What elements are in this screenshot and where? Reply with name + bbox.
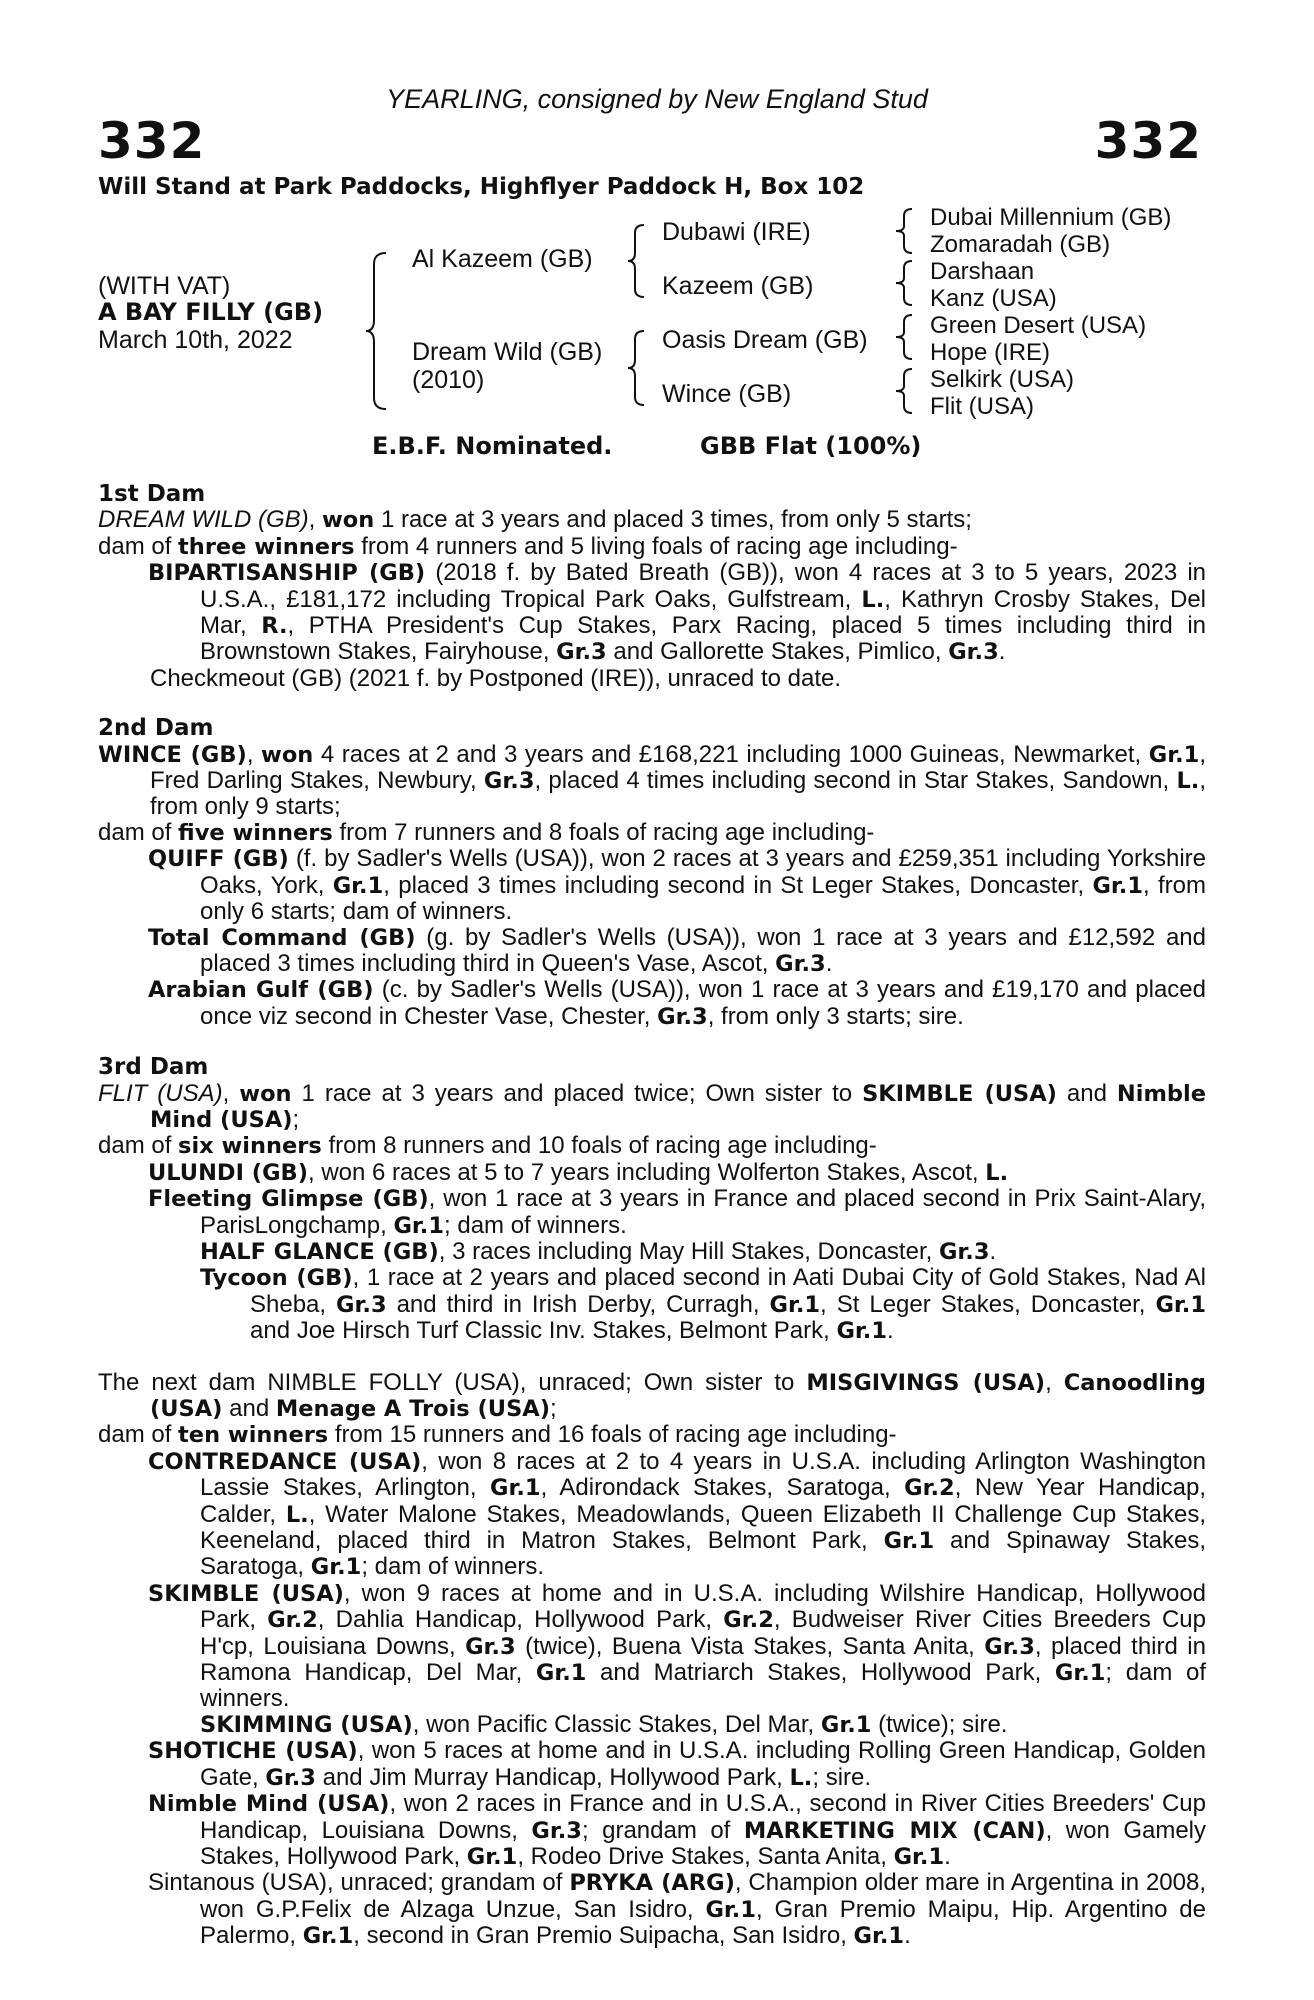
produce-tycoon: Tycoon (GB), 1 race at 2 years and placed second in Aati Dubai City of Gold Stakes, Nad Al Sheba, Gr.3 and third in Irish Derby, Curragh, Gr.1, St Leger Stakes, Doncaster, Gr.1 and Joe Hirsch Turf Classic Inv. Stakes, Belmont Park, Gr.1.: [200, 1264, 1206, 1345]
pedigree-g2: Zomaradah (GB): [930, 231, 1111, 258]
pedigree-sire-dam: Kazeem (GB): [662, 272, 814, 300]
second-dam-heading: 2nd Dam: [98, 715, 214, 742]
third-dam-heading: 3rd Dam: [98, 1054, 209, 1081]
pedigree-dam-dam: Wince (GB): [662, 380, 792, 408]
vat-label: (WITH VAT): [98, 272, 231, 300]
produce-skimming: SKIMMING (USA), won Pacific Classic Stakes, Del Mar, Gr.1 (twice); sire.: [200, 1710, 1008, 1738]
stabling-line: Will Stand at Park Paddocks, Highflyer Paddock H, Box 102: [98, 174, 865, 200]
first-dam-summary: dam of three winners from 4 runners and 5 living foals of racing age including-: [98, 532, 958, 560]
produce-skimble: SKIMBLE (USA), won 9 races at home and in U.S.A. including Wilshire Handicap, Hollywood Park, Gr.2, Dahlia Handicap, Hollywood Park, Gr.2, Budweiser River Cities Breeders Cup H'cp, Louisiana Downs, Gr.3 (twice), Buena Vista Stakes, Santa Anita, Gr.3, placed third in Ramona Handicap, Del Mar, Gr.1 and Matriarch Stakes, Hollywood Park, Gr.1; dam of winners.: [148, 1579, 1207, 1713]
third-dam-summary: dam of six winners from 8 runners and 10 foals of racing age including-: [98, 1132, 877, 1160]
pedigree-g5: Green Desert (USA): [930, 312, 1147, 339]
second-dam-summary: dam of five winners from 7 runners and 8 foals of racing age including-: [98, 818, 875, 846]
produce-half-glance: HALF GLANCE (GB), 3 races including May Hill Stakes, Doncaster, Gr.3.: [200, 1237, 997, 1265]
pedigree-sire: Al Kazeem (GB): [412, 245, 593, 273]
first-dam-heading: 1st Dam: [98, 481, 206, 507]
produce-ulundi: ULUNDI (GB), won 6 races at 5 to 7 years including Wolferton Stakes, Ascot, L.: [148, 1158, 1009, 1186]
gbb-nomination: GBB Flat (100%): [700, 432, 922, 460]
pedigree-dam-sire: Oasis Dream (GB): [662, 326, 868, 354]
next-dam-summary: dam of ten winners from 15 runners and 16 foals of racing age including-: [98, 1421, 897, 1449]
second-dam-record: WINCE (GB), won 4 races at 2 and 3 years and £168,221 including 1000 Guineas, Newmarket, Gr.1, Fred Darling Stakes, Newbury, Gr.3, placed 4 times including second in Star Stakes, Sandown, L., from only 9 starts;: [98, 740, 1207, 821]
pedigree-brace-main: [364, 250, 390, 412]
consignment-line: YEARLING, consigned by New England Stud: [386, 84, 928, 114]
pedigree-g7: Selkirk (USA): [930, 366, 1075, 393]
pedigree-g8: Flit (USA): [930, 393, 1034, 420]
produce-record: [98, 482, 1206, 1950]
produce-contredance: CONTREDANCE (USA), won 8 races at 2 to 4 years in U.S.A. including Arlington Washington Lassie Stakes, Arlington, Gr.1, Adirondack Stakes, Saratoga, Gr.2, New Year Handicap, Calder, L., Water Malone Stakes, Meadowlands, Queen Elizabeth II Challenge Cup Stakes, Keeneland, placed third in Matron Stakes, Belmont Park, Gr.1 and Spinaway Stakes, Saratoga, Gr.1; dam of winners.: [148, 1447, 1207, 1581]
produce-quiff: QUIFF (GB) (f. by Sadler's Wells (USA)), won 2 races at 3 years and £259,351 including Yorkshire Oaks, York, Gr.1, placed 3 times including second in St Leger Stakes, Doncaster, Gr.1, from only 6 starts; dam of winners.: [148, 845, 1206, 926]
pedigree-sire-sire: Dubawi (IRE): [662, 218, 811, 246]
produce-bipartisanship: BIPARTISANSHIP (GB) (2018 f. by Bated Breath (GB)), won 4 races at 3 to 5 years, 2023 in U.S.A., £181,172 including Tropical Park Oaks, Gulfstream, L., Kathryn Crosby Stakes, Del Mar, R., PTHA President's Cup Stakes, Parx Racing, placed 5 times including third in Brownstown Stakes, Fairyhouse, Gr.3 and Gallorette Stakes, Pimlico, Gr.3.: [148, 559, 1207, 666]
pedigree-g4: Kanz (USA): [930, 285, 1057, 312]
pedigree-dam: Dream Wild (GB): [412, 338, 603, 366]
pedigree-g1: Dubai Millennium (GB): [930, 204, 1172, 231]
produce-sintanous: Sintanous (USA), unraced; grandam of PRYKA (ARG), Champion older mare in Argentina in 2008, won G.P.Felix de Alzaga Unzue, San Isidro, Gr.1, Gran Premio Maipu, Hip. Argentino de Palermo, Gr.1, second in Gran Premio Suipacha, San Isidro, Gr.1.: [148, 1869, 1207, 1950]
pedigree-brace-g3: [894, 312, 916, 362]
produce-arabian-gulf: Arabian Gulf (GB) (c. by Sadler's Wells (USA)), won 1 race at 3 years and £19,170 and placed once viz second in Chester Vase, Chester, Gr.3, from only 3 starts; sire.: [148, 976, 1206, 1030]
pedigree-brace-g4: [894, 366, 916, 416]
lot-number-left: 332: [98, 112, 206, 170]
produce-checkmeout: Checkmeout (GB) (2021 f. by Postponed (IRE)), unraced to date.: [150, 664, 842, 692]
pedigree-g6: Hope (IRE): [930, 339, 1051, 366]
pedigree-dam-year: (2010): [412, 366, 485, 394]
next-dam-record: The next dam NIMBLE FOLLY (USA), unraced; Own sister to MISGIVINGS (USA), Canoodling (USA) and Menage A Trois (USA);: [98, 1368, 1206, 1422]
first-dam-record: DREAM WILD (GB), won 1 race at 3 years and placed 3 times, from only 5 starts;: [98, 506, 972, 534]
pedigree-g3: Darshaan: [930, 258, 1035, 285]
produce-shotiche: SHOTICHE (USA), won 5 races at home and in U.S.A. including Rolling Green Handicap, Golden Gate, Gr.3 and Jim Murray Handicap, Hollywood Park, L.; sire.: [148, 1737, 1207, 1791]
pedigree-brace-g1: [894, 206, 916, 256]
lot-number-right: 332: [1094, 112, 1202, 170]
pedigree-brace-g2: [894, 258, 916, 308]
ebf-nomination: E.B.F. Nominated.: [372, 432, 613, 460]
pedigree-brace-sire: [626, 222, 648, 300]
produce-nimble-mind: Nimble Mind (USA), won 2 races in France and in U.S.A., second in River Cities Breeders' Cup Handicap, Louisiana Downs, Gr.3; grandam of MARKETING MIX (CAN), won Gamely Stakes, Hollywood Park, Gr.1, Rodeo Drive Stakes, Santa Anita, Gr.1.: [148, 1790, 1207, 1870]
horse-name: A BAY FILLY (GB): [98, 298, 324, 326]
produce-total-command: Total Command (GB) (g. by Sadler's Wells (USA)), won 1 race at 3 years and £12,592 and placed 3 times including third in Queen's Vase, Ascot, Gr.3.: [148, 923, 1206, 977]
pedigree-brace-dam: [626, 328, 648, 408]
third-dam-record: FLIT (USA), won 1 race at 3 years and placed twice; Own sister to SKIMBLE (USA) and Nimble Mind (USA);: [98, 1079, 1206, 1133]
produce-fleeting-glimpse: Fleeting Glimpse (GB), won 1 race at 3 years in France and placed second in Prix Saint-Alary, ParisLongchamp, Gr.1; dam of winners.: [148, 1185, 1206, 1239]
foaling-date: March 10th, 2022: [98, 326, 293, 354]
